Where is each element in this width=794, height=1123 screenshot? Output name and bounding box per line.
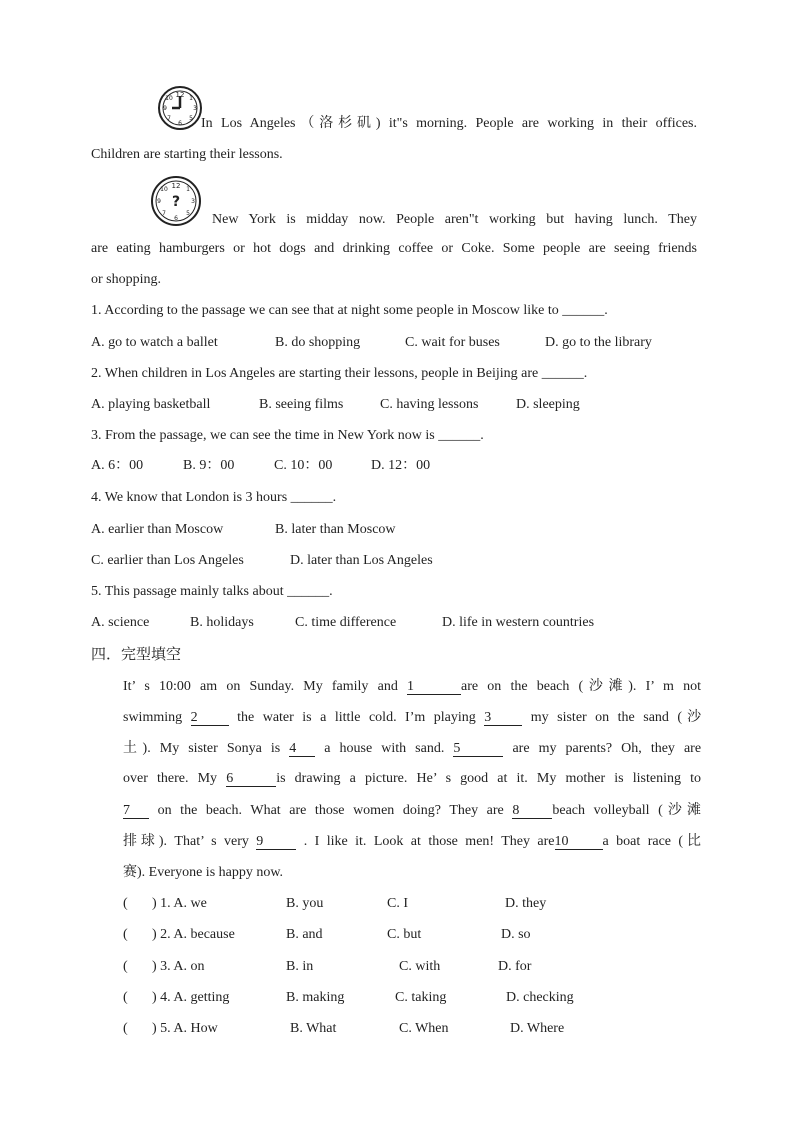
item-number-option-a: ) 4. A. getting [152, 990, 230, 1005]
cloze-line-4: over there. My 6 is drawing a picture. He’ s good at it. My mother is listening to [123, 771, 701, 786]
option-d: D. they [505, 896, 547, 911]
option-d: D. for [498, 959, 532, 974]
option-d: D. checking [506, 990, 574, 1005]
answer-paren[interactable]: ( [123, 896, 128, 911]
option-a: A. 6：00 [91, 458, 144, 473]
clock-question-icon [150, 175, 202, 227]
option-c: C. When [399, 1021, 449, 1036]
answer-paren[interactable]: ( [123, 990, 128, 1005]
cloze-line-1: It’ s 10:00 am on Sunday. My family and 1 are on the beach (沙滩). I’ m not [123, 678, 702, 694]
question-3: 3. From the passage, we can see the time in New York now is ______. [91, 428, 484, 443]
blank-4: 4 [289, 741, 315, 757]
option-d: D. sleeping [516, 397, 580, 412]
item-number-option-a: ) 1. A. we [152, 896, 207, 911]
svg-text:6: 6 [178, 120, 182, 127]
svg-text:10: 10 [165, 95, 173, 102]
clock-icon [157, 85, 203, 131]
option-b: B. do shopping [275, 335, 361, 350]
svg-text:1: 1 [189, 95, 193, 102]
answer-paren[interactable]: ( [123, 927, 128, 942]
section-heading: 四．完型填空 [91, 645, 182, 663]
cloze-line-2: swimming 2 the water is a little cold. I’m playing 3 my sister on the sand (沙 [123, 709, 702, 725]
blank-2: 2 [191, 710, 229, 726]
svg-text:3: 3 [191, 198, 195, 205]
svg-text:1: 1 [186, 186, 190, 193]
option-c: C. I [387, 896, 408, 911]
option-b: B. seeing films [259, 397, 344, 412]
option-b: B. in [286, 959, 314, 974]
option-d: D. so [501, 927, 531, 942]
option-b: B. making [286, 990, 345, 1005]
option-d: D. Where [510, 1021, 565, 1036]
blank-8: 8 [512, 803, 552, 819]
svg-text:12: 12 [175, 91, 185, 99]
question-5: 5. This passage mainly talks about ______. [91, 584, 333, 599]
option-b: B. What [290, 1021, 337, 1036]
svg-text:3: 3 [193, 105, 197, 112]
passage-line-3: New York is midday now. People aren"t working but having lunch. They [212, 212, 697, 227]
svg-text:9: 9 [157, 198, 161, 205]
option-c: C. but [387, 927, 422, 942]
option-b: B. later than Moscow [275, 522, 396, 537]
blank-3: 3 [484, 710, 522, 726]
option-d: D. go to the library [545, 335, 652, 350]
option-a: A. playing basketball [91, 397, 211, 412]
option-b: B. holidays [190, 615, 254, 630]
blank-7: 7 [123, 803, 149, 819]
option-b: B. and [286, 927, 323, 942]
passage-line-5: or shopping. [91, 272, 161, 287]
option-d: D. life in western countries [442, 615, 595, 630]
item-number-option-a: ) 2. A. because [152, 927, 235, 942]
svg-text:9: 9 [163, 105, 167, 112]
option-c: C. time difference [295, 615, 397, 630]
option-c: C. earlier than Los Angeles [91, 553, 244, 568]
blank-1: 1 [407, 679, 461, 695]
option-c: C. 10：00 [274, 458, 333, 473]
question-2: 2. When children in Los Angeles are starting their lessons, people in Beijing are ______. [91, 366, 588, 381]
passage-line-4: are eating hamburgers or hot dogs and drinking coffee or Coke. Some people are seeing friends [91, 241, 697, 256]
passage-text: In Los Angeles（ [201, 116, 320, 131]
cloze-line-7: 赛). Everyone is happy now. [123, 864, 284, 880]
cloze-line-5: 7 on the beach. What are those women doing? They are 8 beach volleyball (沙滩 [123, 802, 702, 818]
option-a: A. go to watch a ballet [91, 335, 218, 350]
question-1: 1. According to the passage we can see that at night some people in Moscow like to ______. [91, 303, 608, 318]
option-c: C. having lessons [380, 397, 479, 412]
passage-cn: 洛杉矶 [319, 115, 376, 131]
option-b: B. 9：00 [183, 458, 235, 473]
cloze-line-6: 排球). That’ s very 9 . I like it. Look at those men! They are10 a boat race (比 [123, 833, 701, 849]
answer-paren[interactable]: ( [123, 959, 128, 974]
clock-question-mark: ? [171, 194, 181, 210]
answer-paren[interactable]: ( [123, 1021, 128, 1036]
option-c: C. with [399, 959, 441, 974]
option-b: B. you [286, 896, 324, 911]
item-number-option-a: ) 3. A. on [152, 959, 205, 974]
svg-text:7: 7 [162, 210, 166, 217]
question-4: 4. We know that London is 3 hours ______. [91, 490, 337, 505]
option-d: D. 12：00 [371, 458, 431, 473]
blank-5: 5 [453, 741, 503, 757]
svg-text:12: 12 [171, 182, 181, 190]
svg-text:5: 5 [186, 210, 190, 217]
passage-line-1 [201, 114, 697, 133]
option-c: C. wait for buses [405, 335, 500, 350]
blank-9: 9 [256, 834, 296, 850]
option-a: A. science [91, 615, 150, 630]
option-d: D. later than Los Angeles [290, 553, 433, 568]
passage-text: ) it"s morning. People are working in their offices. [375, 116, 697, 131]
svg-text:5: 5 [189, 115, 193, 122]
item-number-option-a: ) 5. A. How [152, 1021, 218, 1036]
svg-text:7: 7 [167, 115, 171, 122]
passage-line-2: Children are starting their lessons. [91, 147, 283, 162]
option-c: C. taking [395, 990, 447, 1005]
blank-6: 6 [226, 771, 276, 787]
cloze-line-3: 土). My sister Sonya is 4 a house with sand. 5 are my parents? Oh, they are [123, 740, 702, 756]
svg-text:6: 6 [174, 215, 178, 222]
svg-text:10: 10 [160, 186, 168, 193]
option-a: A. earlier than Moscow [91, 522, 224, 537]
blank-10: 10 [555, 834, 603, 850]
